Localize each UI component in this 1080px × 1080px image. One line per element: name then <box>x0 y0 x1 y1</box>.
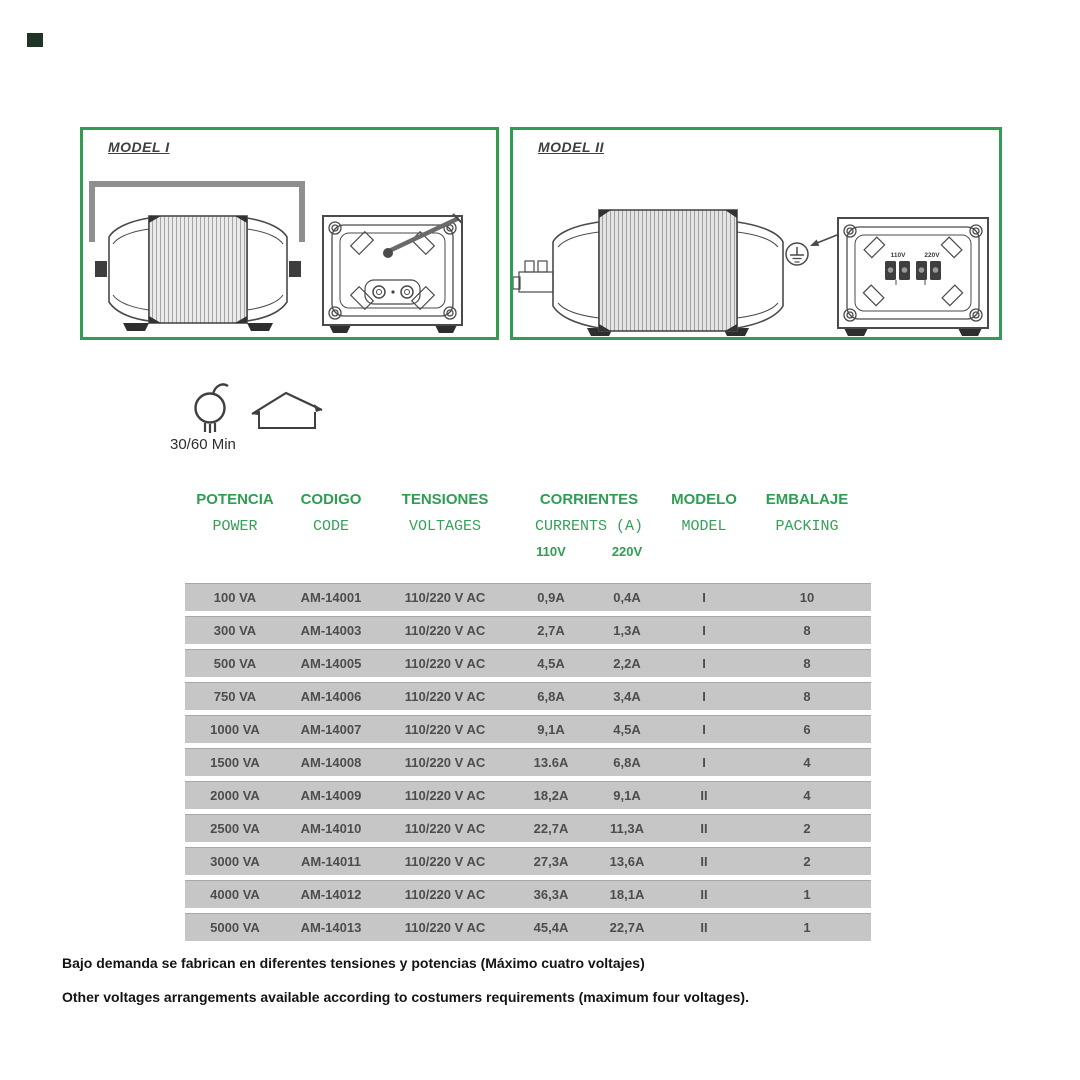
table-row <box>185 847 871 875</box>
table-cell: 110/220 V AC <box>404 623 486 638</box>
table-cell: 2 <box>803 821 811 836</box>
note-spanish: Bajo demanda se fabrican en diferentes tensiones y potencias (Máximo cuatro voltajes) <box>62 955 645 971</box>
header-embalaje: EMBALAJE <box>765 491 849 508</box>
table-cell: 1000 VA <box>210 722 260 737</box>
table-cell: 3000 VA <box>210 854 260 869</box>
table-cell: I <box>702 656 706 671</box>
terminal-label-220v: 220V <box>924 252 940 259</box>
table-cell: 0,9A <box>537 590 565 605</box>
model2-transformer-drawing <box>513 130 999 337</box>
table-cell: 6 <box>803 722 811 737</box>
table-cell: 2500 VA <box>210 821 260 836</box>
table-cell: AM-14006 <box>300 689 362 704</box>
table-cell: II <box>700 821 708 836</box>
table-cell: 5000 VA <box>210 920 260 935</box>
table-cell: 2000 VA <box>210 788 260 803</box>
terminal-connector-icon <box>513 261 553 292</box>
header-corrientes: CORRIENTES <box>539 491 639 508</box>
timer-duration-label: 30/60 Min <box>170 436 236 453</box>
model2-diagram-panel <box>510 127 1002 340</box>
table-cell: 22,7A <box>609 920 645 935</box>
table-row <box>185 880 871 908</box>
table-cell: I <box>702 623 706 638</box>
table-header <box>185 487 871 583</box>
table-cell: AM-14005 <box>300 656 362 671</box>
table-cell: 1 <box>803 920 811 935</box>
table-cell: 110/220 V AC <box>404 689 486 704</box>
specifications-table <box>185 487 871 946</box>
table-cell: 1500 VA <box>210 755 260 770</box>
table-cell: AM-14009 <box>300 788 362 803</box>
table-cell: 2 <box>803 854 811 869</box>
table-cell: 18,1A <box>609 887 645 902</box>
table-row <box>185 682 871 710</box>
table-cell: 18,2A <box>533 788 569 803</box>
table-row <box>185 748 871 776</box>
table-cell: 9,1A <box>613 788 641 803</box>
table-cell: I <box>702 689 706 704</box>
table-cell: II <box>700 887 708 902</box>
table-cell: 110/220 V AC <box>404 788 486 803</box>
table-cell: 27,3A <box>533 854 569 869</box>
table-cell: 100 VA <box>213 590 257 605</box>
table-cell: I <box>702 755 706 770</box>
table-row <box>185 913 871 941</box>
table-cell: 110/220 V AC <box>404 887 486 902</box>
table-cell: 22,7A <box>533 821 569 836</box>
table-cell: II <box>700 920 708 935</box>
header-voltages: VOLTAGES <box>408 518 481 535</box>
table-cell: 300 VA <box>213 623 257 638</box>
table-cell: 0,4A <box>613 590 641 605</box>
table-cell: 3,4A <box>613 689 641 704</box>
model1-transformer-drawing <box>83 130 496 337</box>
indoor-use-house-icon <box>246 384 330 436</box>
table-cell: I <box>702 722 706 737</box>
table-cell: AM-14007 <box>300 722 362 737</box>
table-cell: 4 <box>803 755 811 770</box>
table-row <box>185 715 871 743</box>
table-row <box>185 781 871 809</box>
table-cell: 110/220 V AC <box>404 656 486 671</box>
table-cell: 4000 VA <box>210 887 260 902</box>
model1-diagram-panel <box>80 127 499 340</box>
timer-icon <box>185 375 241 439</box>
table-cell: 2,7A <box>537 623 565 638</box>
table-cell: 110/220 V AC <box>404 920 486 935</box>
table-cell: 13.6A <box>533 755 569 770</box>
header-modelo: MODELO <box>671 491 737 508</box>
table-cell: 110/220 V AC <box>404 854 486 869</box>
table-row <box>185 616 871 644</box>
table-cell: 110/220 V AC <box>404 590 486 605</box>
header-tensiones: TENSIONES <box>401 491 489 508</box>
table-cell: 6,8A <box>613 755 641 770</box>
terminal-label-110v: 110V <box>890 252 906 259</box>
table-cell: AM-14012 <box>300 887 362 902</box>
page-corner-mark <box>27 33 43 47</box>
header-codigo: CODIGO <box>300 491 362 508</box>
header-currents: CURRENTS (A) <box>534 518 644 535</box>
table-row <box>185 583 871 611</box>
table-cell: AM-14013 <box>300 920 362 935</box>
table-cell: II <box>700 788 708 803</box>
table-cell: 45,4A <box>533 920 569 935</box>
table-cell: 9,1A <box>537 722 565 737</box>
header-potencia: POTENCIA <box>196 491 274 508</box>
table-rows <box>185 583 871 941</box>
header-power: POWER <box>212 518 258 535</box>
table-cell: 750 VA <box>213 689 257 704</box>
table-cell: 4 <box>803 788 811 803</box>
table-cell: AM-14001 <box>300 590 362 605</box>
table-row <box>185 649 871 677</box>
table-cell: 1 <box>803 887 811 902</box>
table-cell: 2,2A <box>613 656 641 671</box>
table-cell: AM-14008 <box>300 755 362 770</box>
table-cell: 4,5A <box>537 656 565 671</box>
table-cell: 10 <box>799 590 815 605</box>
table-cell: 8 <box>803 689 811 704</box>
table-cell: 11,3A <box>610 821 644 836</box>
note-english: Other voltages arrangements available according to costumers requirements (maximum four voltages). <box>62 989 749 1005</box>
model2-label: MODEL II <box>538 139 604 155</box>
model1-label: MODEL I <box>108 139 170 155</box>
table-cell: AM-14011 <box>301 854 361 869</box>
subheader-220v: 220V <box>611 544 643 559</box>
table-cell: 36,3A <box>533 887 569 902</box>
table-cell: 500 VA <box>213 656 257 671</box>
header-code: CODE <box>312 518 349 535</box>
table-cell: II <box>700 854 708 869</box>
table-row <box>185 814 871 842</box>
header-packing: PACKING <box>775 518 839 535</box>
table-cell: 6,8A <box>537 689 565 704</box>
arrow-icon <box>810 240 819 247</box>
table-cell: AM-14010 <box>300 821 362 836</box>
table-cell: 1,3A <box>613 623 641 638</box>
table-cell: 13,6A <box>609 854 645 869</box>
table-cell: 4,5A <box>613 722 641 737</box>
header-model: MODEL <box>681 518 727 535</box>
table-cell: 8 <box>803 656 811 671</box>
table-cell: 110/220 V AC <box>404 821 486 836</box>
subheader-110v: 110V <box>536 544 566 559</box>
table-cell: 110/220 V AC <box>404 722 486 737</box>
table-cell: AM-14003 <box>300 623 362 638</box>
table-cell: 8 <box>803 623 811 638</box>
ground-symbol-icon <box>786 243 808 265</box>
table-cell: I <box>702 590 706 605</box>
table-cell: 110/220 V AC <box>404 755 486 770</box>
